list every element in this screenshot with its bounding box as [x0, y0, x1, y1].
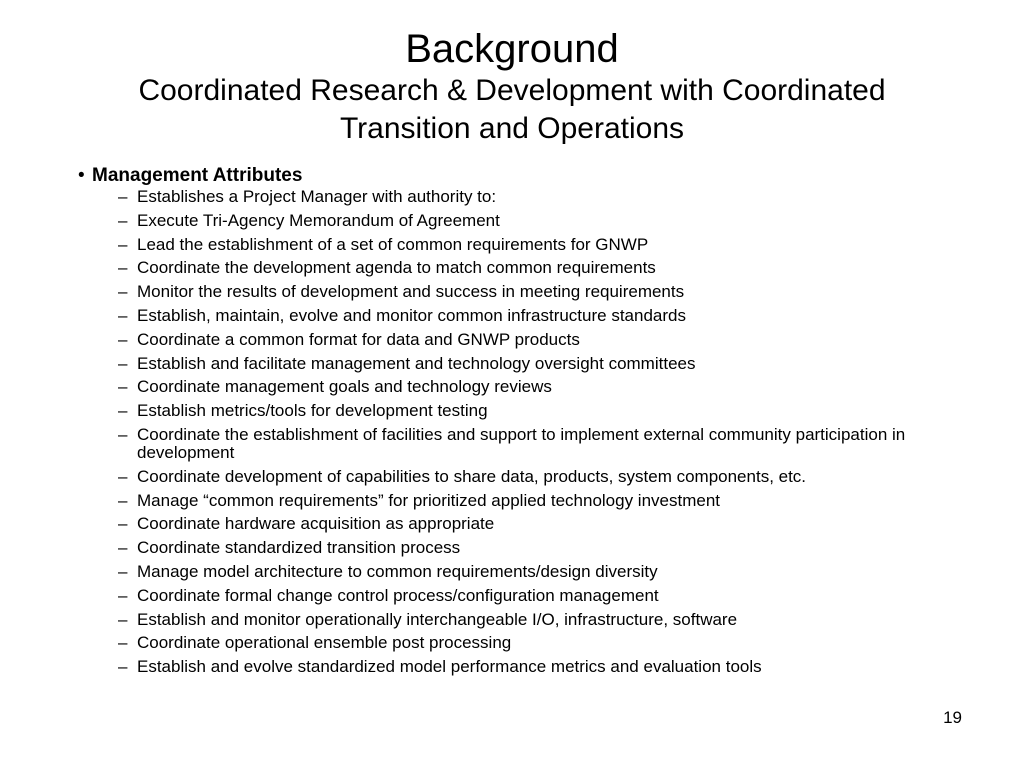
dash-icon: – — [118, 282, 128, 302]
list-item — [118, 188, 958, 206]
dash-icon: – — [118, 210, 128, 230]
list-item-text: Execute Tri-Agency Memorandum of Agreement — [137, 210, 500, 230]
list-item-text: Coordinate management goals and technology reviews — [137, 377, 552, 397]
dash-icon: – — [118, 424, 128, 444]
list-item — [118, 426, 958, 462]
list-item — [118, 402, 958, 420]
list-item-text: Coordinate development of capabilities to share data, products, system components, etc. — [137, 466, 807, 486]
list-item — [118, 492, 958, 510]
list-item-text: Manage “common requirements” for prioritized applied technology investment — [137, 490, 721, 510]
list-item-text: Establish and facilitate management and technology oversight committees — [137, 353, 696, 373]
list-item — [118, 355, 958, 373]
dash-icon: – — [118, 657, 128, 677]
list-item-text: Coordinate a common format for data and GNWP products — [137, 329, 580, 349]
list-item-text: Coordinate operational ensemble post processing — [137, 633, 512, 653]
list-item-text: Coordinate hardware acquisition as appropriate — [137, 514, 495, 534]
list-item — [118, 468, 958, 486]
list-item-text: Coordinate the development agenda to match common requirements — [137, 258, 656, 278]
list-item — [118, 658, 958, 676]
section-heading: Management Attributes — [92, 165, 303, 186]
dash-icon: – — [118, 561, 128, 581]
list-item — [118, 283, 958, 301]
list-item-text: Coordinate formal change control process/configuration management — [137, 585, 659, 605]
list-item-text: Manage model architecture to common requirements/design diversity — [137, 561, 658, 581]
list-item — [118, 259, 958, 277]
slide-content — [78, 164, 958, 682]
dash-icon: – — [118, 377, 128, 397]
attribute-list — [78, 188, 958, 676]
list-item — [118, 515, 958, 533]
list-item-text: Lead the establishment of a set of common requirements for GNWP — [137, 234, 649, 254]
slide-subtitle: Coordinated Research & Development with Coordinated Transition and Operations — [138, 74, 886, 145]
dash-icon: – — [118, 633, 128, 653]
dash-icon: – — [118, 353, 128, 373]
list-item-text: Monitor the results of development and success in meeting requirements — [137, 282, 685, 302]
slide-title-block — [0, 26, 1024, 148]
list-item-text: Establishes a Project Manager with authority to: — [137, 187, 497, 206]
dash-icon: – — [118, 305, 128, 325]
list-item-text: Establish and monitor operationally interchangeable I/O, infrastructure, software — [137, 609, 738, 629]
list-item — [118, 563, 958, 581]
list-item-text: Establish, maintain, evolve and monitor common infrastructure standards — [137, 305, 686, 325]
dash-icon: – — [118, 401, 128, 421]
dash-icon: – — [118, 466, 128, 486]
dash-icon: – — [118, 490, 128, 510]
dash-icon: – — [118, 609, 128, 629]
dash-icon: – — [118, 538, 128, 558]
list-item — [118, 611, 958, 629]
list-item-text: Coordinate the establishment of facilities and support to implement external community participation in development — [137, 424, 906, 462]
dash-icon: – — [118, 514, 128, 534]
dash-icon: – — [118, 234, 128, 254]
list-item — [118, 634, 958, 652]
list-item — [118, 587, 958, 605]
dash-icon: – — [118, 585, 128, 605]
bullet-heading-row — [78, 164, 958, 188]
bullet-icon: • — [78, 165, 85, 186]
list-item — [118, 539, 958, 557]
dash-icon: – — [118, 187, 128, 206]
list-item-text: Coordinate standardized transition process — [137, 538, 461, 558]
list-item — [118, 212, 958, 230]
list-item — [118, 378, 958, 396]
list-item-text: Establish and evolve standardized model performance metrics and evaluation tools — [137, 657, 762, 677]
list-item-text: Establish metrics/tools for development testing — [137, 401, 488, 421]
slide-title: Background — [405, 27, 619, 71]
page-number: 19 — [943, 708, 962, 727]
dash-icon: – — [118, 329, 128, 349]
list-item — [118, 236, 958, 254]
dash-icon: – — [118, 258, 128, 278]
list-item — [118, 331, 958, 349]
list-item — [118, 307, 958, 325]
